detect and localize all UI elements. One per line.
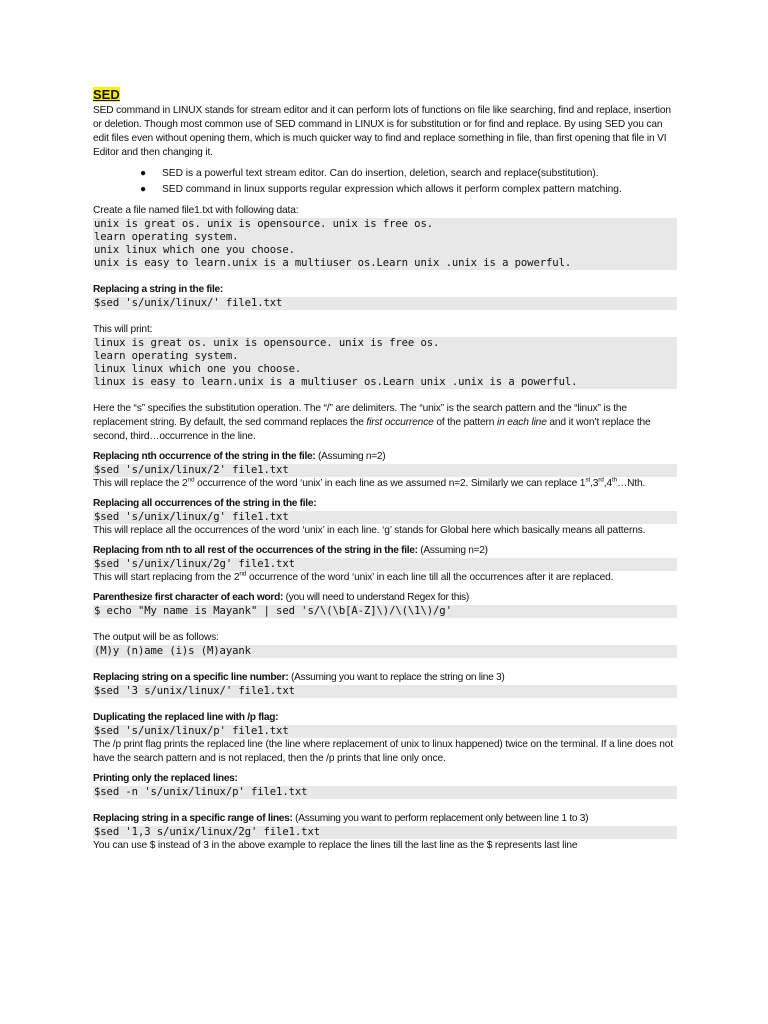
section-description: You can use $ instead of 3 in the above example to replace the lines till the last line as the $ represents last line [93, 840, 578, 851]
code-block: (M)y (n)ame (i)s (M)ayank [93, 645, 677, 658]
bullet-icon: ● [140, 184, 147, 195]
list-item: ● SED is a powerful text stream editor. Can do insertion, deletion, search and replace(substitution). [93, 166, 677, 182]
section-description: This will replace the 2nd occurrence of the word ‘unix’ in each line as we assumed n=2. Similarly we can replace 1st,3rd,4th…Nth. [93, 476, 646, 489]
section-description: This will start replacing from the 2nd occurrence of the word ‘unix’ in each line till all the occurrences after it are replaced. [93, 570, 614, 583]
print-label: This will print: [93, 324, 153, 335]
section-heading: Replacing from nth to all rest of the occurrences of the string in the file: (Assuming n=2) [93, 545, 488, 556]
section-heading: Replacing all occurrences of the string in the file: [93, 498, 317, 509]
output-label: The output will be as follows: [93, 632, 219, 643]
code-block: $sed 's/unix/linux/' file1.txt [93, 297, 677, 310]
intro-paragraph: SED command in LINUX stands for stream editor and it can perform lots of functions on file like searching, find and replace, insertion or deletion. Though most common use of SED command in LINUX is for substitution or for find and replace. By using SED you can edit files even without opening them, which is much quicker way to find and replace something in file, than first opening that file in VI Editor and then changing it. [93, 105, 671, 158]
section-heading: Printing only the replaced lines: [93, 773, 238, 784]
code-block: $sed 's/unix/linux/2' file1.txt [93, 464, 677, 477]
document-page [93, 86, 677, 853]
code-block: $sed '1,3 s/unix/linux/2g' file1.txt [93, 826, 677, 839]
section-heading: Parenthesize first character of each word: (you will need to understand Regex for this) [93, 592, 469, 603]
section-heading: Duplicating the replaced line with /p flag: [93, 712, 279, 723]
section-description: This will replace all the occurrences of the word ‘unix’ in each line. ‘g’ stands for Global here which basically means all patterns. [93, 525, 646, 536]
section-heading: Replacing nth occurrence of the string in the file: (Assuming n=2) [93, 451, 386, 462]
code-block: $sed 's/unix/linux/g' file1.txt [93, 511, 677, 524]
code-block: $sed -n 's/unix/linux/p' file1.txt [93, 786, 677, 799]
code-block: $ echo "My name is Mayank" | sed 's/\(\b[A-Z]\)/\(\1\)/g' [93, 605, 677, 618]
section-heading: Replacing a string in the file: [93, 284, 223, 295]
feature-list [93, 166, 677, 198]
list-item: ● SED command in linux supports regular expression which allows it perform complex pattern matching. [93, 182, 677, 198]
code-block: unix is great os. unix is opensource. unix is free os. learn operating system. unix linux which one you choose. unix is easy to learn.unix is a multiuser os.Learn unix .unix is a powerful. [93, 218, 677, 270]
code-block: $sed 's/unix/linux/p' file1.txt [93, 725, 677, 738]
explanation-paragraph: Here the “s” specifies the substitution operation. The “/” are delimiters. The “unix” is the search pattern and the “linux” is the replacement string. By default, the sed command replaces the first occurrence of the pattern in each line and it won’t replace the second, third…occurrence in the line. [93, 403, 651, 442]
section-heading: Replacing string on a specific line number: (Assuming you want to replace the string on line 3) [93, 672, 505, 683]
section-description: The /p print flag prints the replaced line (the line where replacement of unix to linux happened) twice on the terminal. If a line does not have the search pattern and is not replaced, then the /p prints that line only once. [93, 739, 673, 764]
code-block: linux is great os. unix is opensource. unix is free os. learn operating system. linux linux which one you choose. linux is easy to learn.unix is a multiuser os.Learn unix .unix is a powerful. [93, 337, 677, 389]
section-heading: Replacing string in a specific range of lines: (Assuming you want to perform replacement only between line 1 to 3) [93, 813, 589, 824]
code-block: $sed 's/unix/linux/2g' file1.txt [93, 558, 677, 571]
bullet-icon: ● [140, 168, 147, 179]
page-title: SED [93, 87, 120, 102]
create-file-label: Create a file named file1.txt with following data: [93, 205, 299, 216]
code-block: $sed '3 s/unix/linux/' file1.txt [93, 685, 677, 698]
